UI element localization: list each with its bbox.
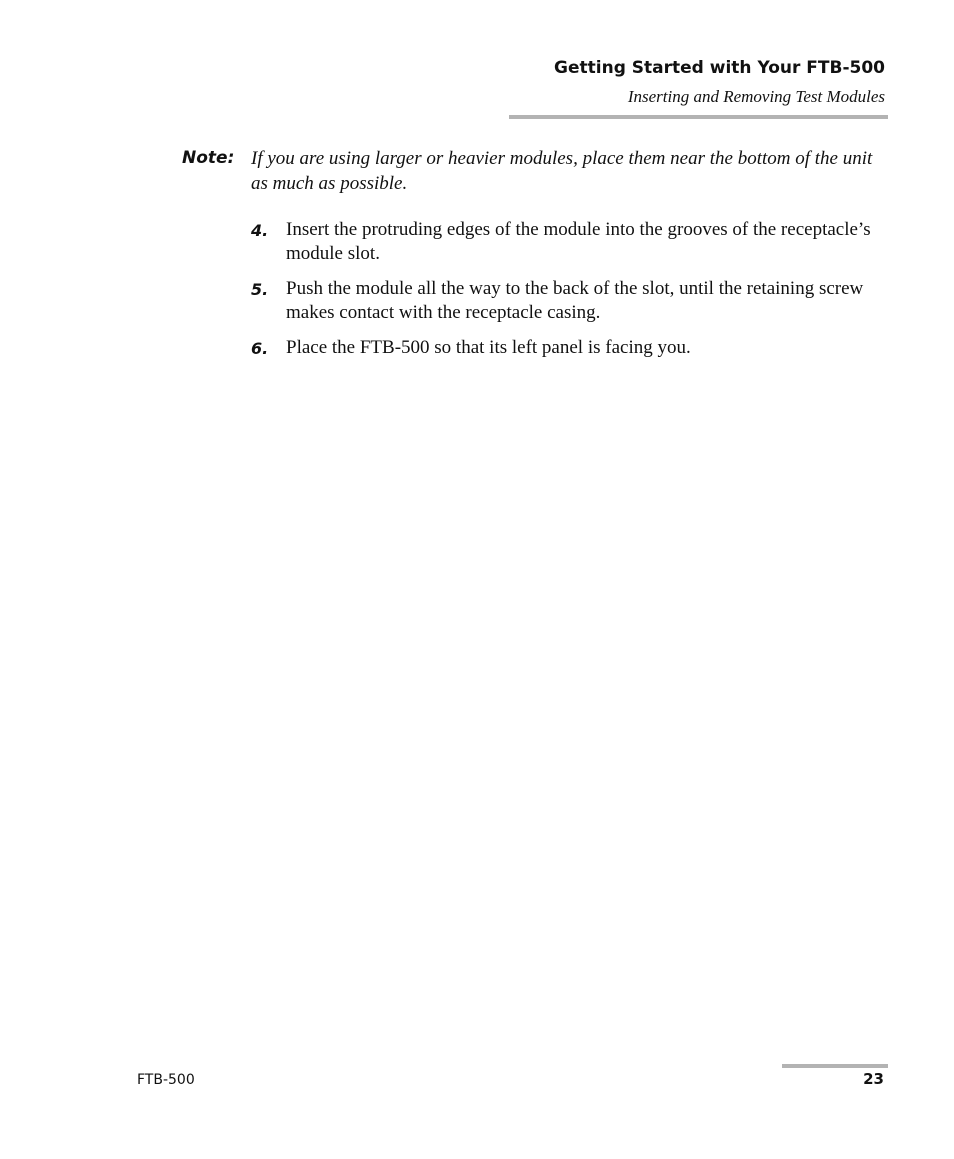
step-item	[251, 277, 881, 325]
footer-rule	[782, 1064, 888, 1068]
page-number: 23	[863, 1070, 884, 1088]
step-item	[251, 218, 881, 266]
header-title: Getting Started with Your FTB-500	[554, 58, 885, 78]
note-label: Note:	[182, 148, 235, 168]
step-number: 6.	[251, 339, 269, 358]
step-number: 5.	[251, 280, 269, 299]
header-rule	[509, 115, 888, 119]
footer-product: FTB-500	[137, 1072, 195, 1088]
step-item	[251, 336, 881, 360]
step-list	[251, 218, 881, 371]
step-text: Push the module all the way to the back of the slot, until the retaining screw makes contact with the receptacle casing.	[286, 278, 864, 323]
step-number: 4.	[251, 221, 269, 240]
step-text: Place the FTB-500 so that its left panel is facing you.	[286, 337, 691, 358]
note-text: If you are using larger or heavier modules, place them near the bottom of the unit as much as possible.	[251, 148, 873, 194]
step-text: Insert the protruding edges of the module into the grooves of the receptacle’s module slot.	[286, 219, 871, 264]
header-subtitle: Inserting and Removing Test Modules	[627, 87, 885, 106]
